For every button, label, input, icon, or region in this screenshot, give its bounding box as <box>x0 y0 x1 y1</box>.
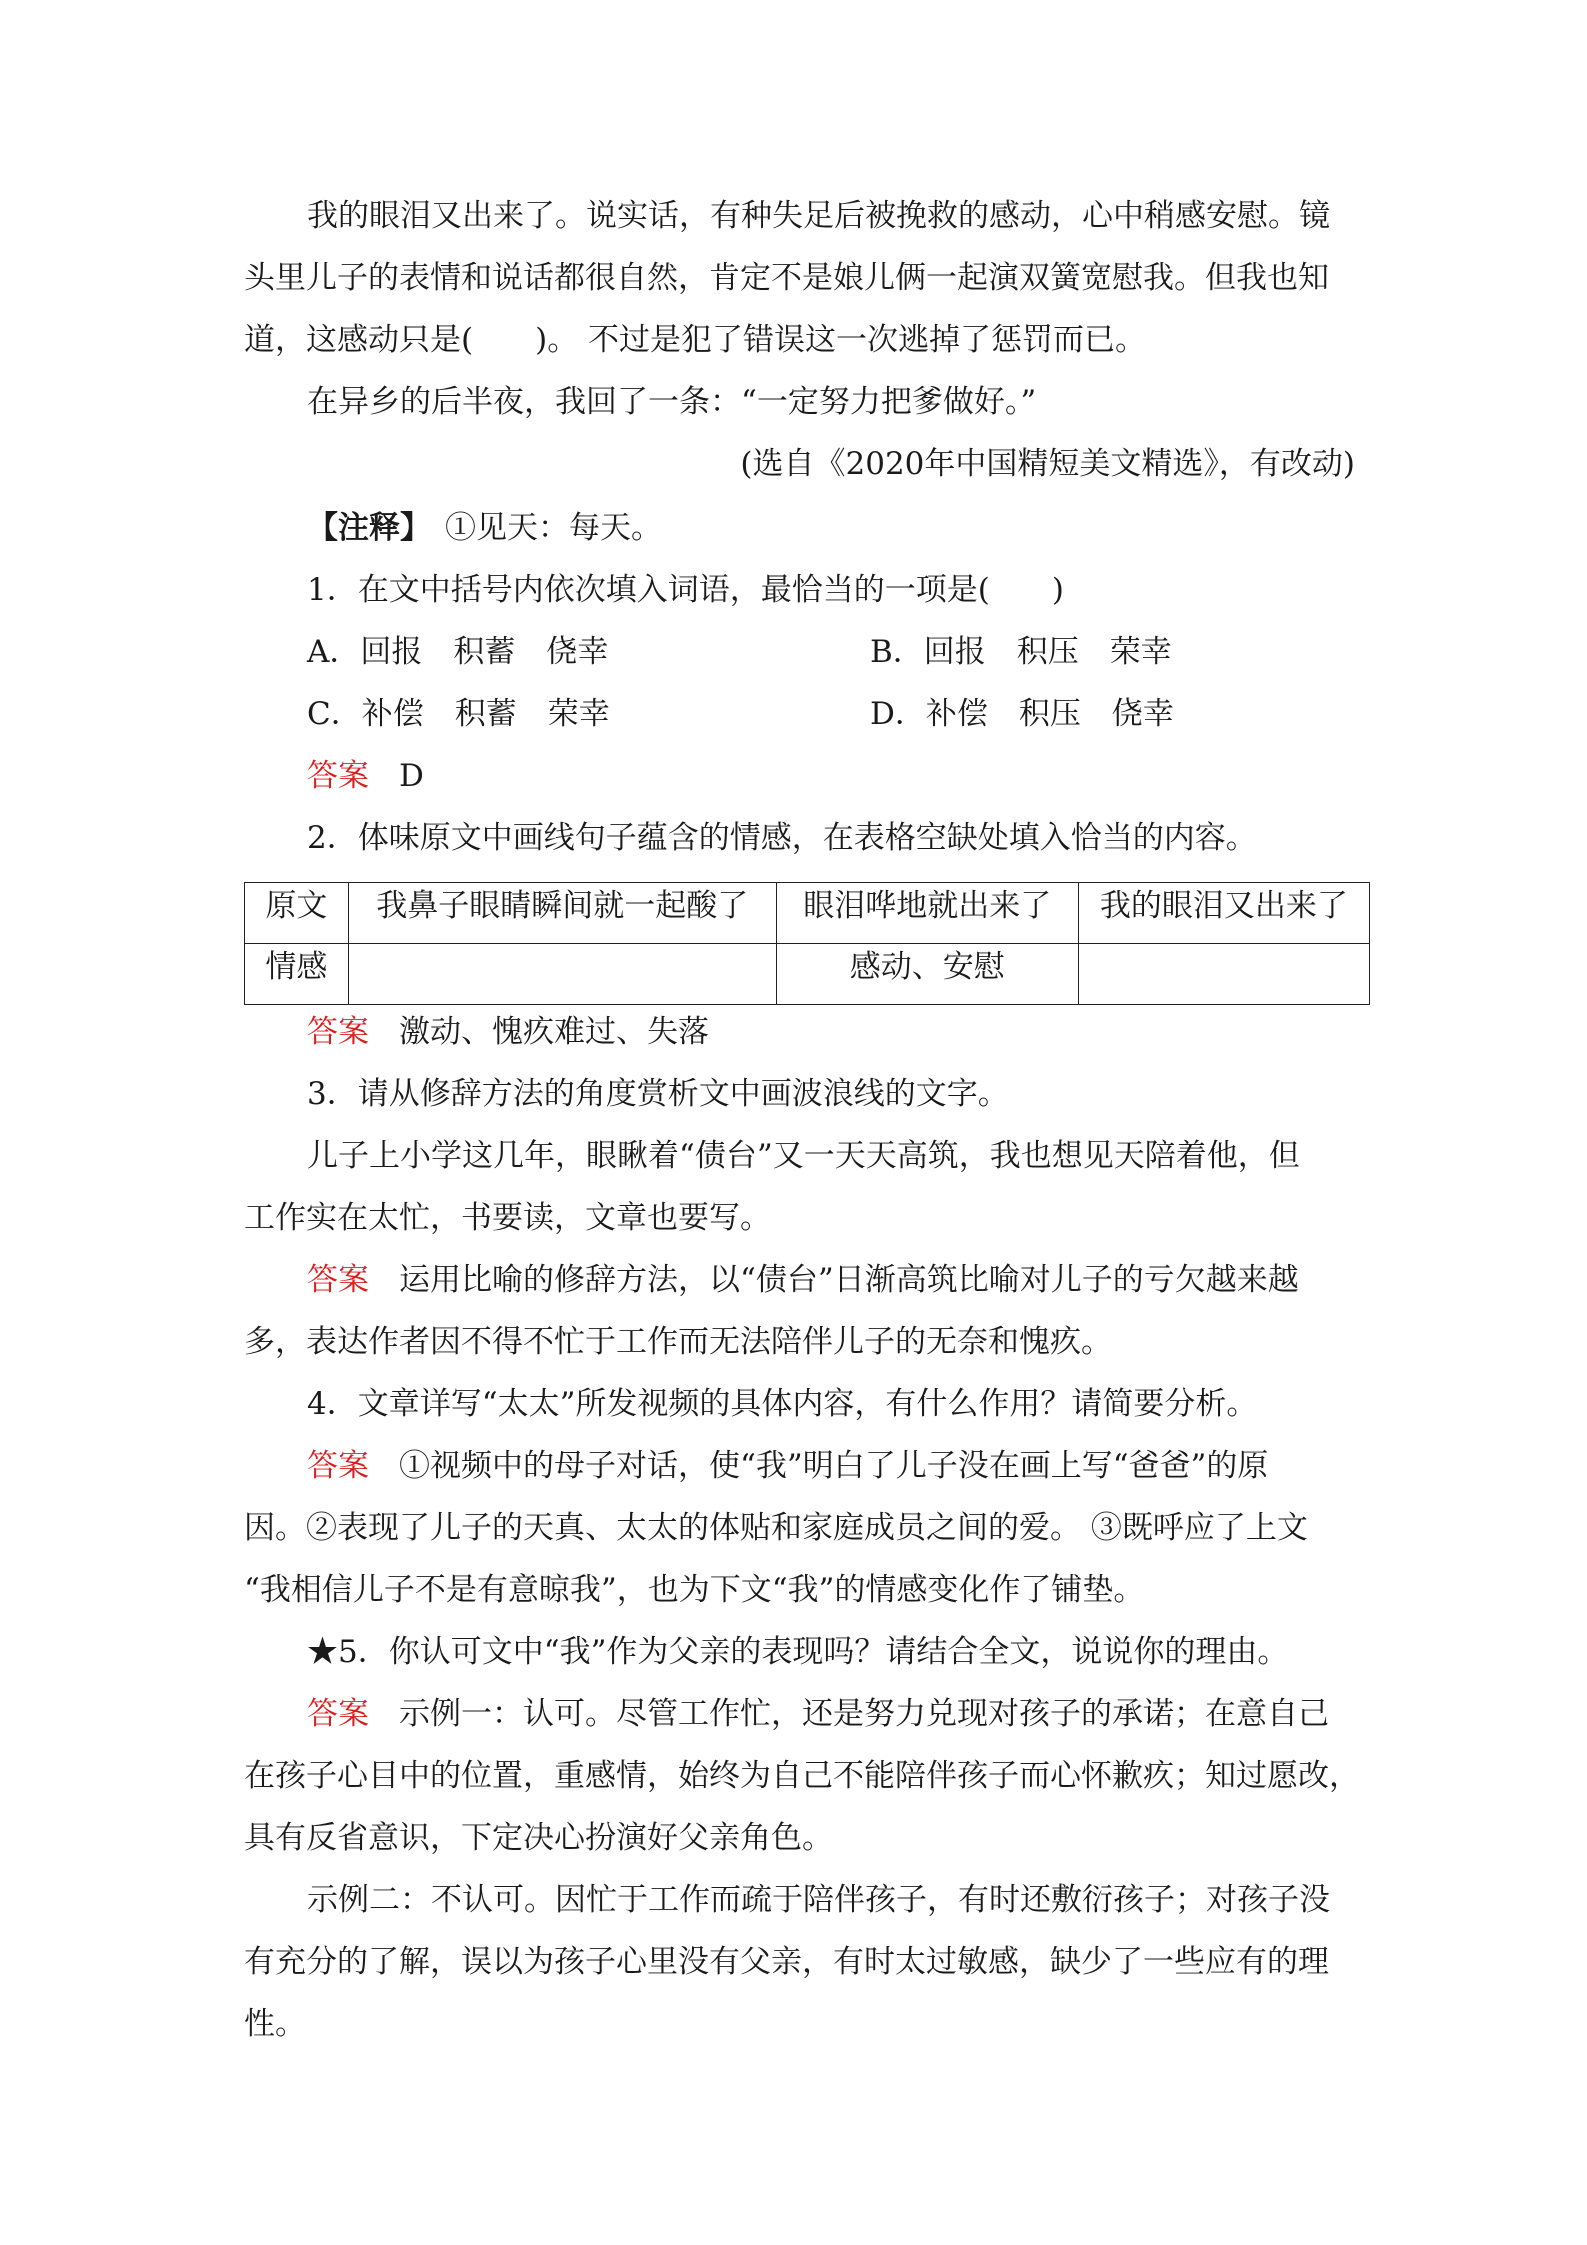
q2-answer: 答案 激动、愧疚难过、失落 <box>307 1014 709 1050</box>
answer-label: 答案 <box>307 1448 369 1484</box>
table-cell <box>1078 944 1369 1005</box>
emotion-table <box>244 882 1370 1005</box>
q5-answer-line: 有充分的了解，误以为孩子心里没有父亲，有时太过敏感，缺少了一些应有的理 <box>244 1944 1329 1980</box>
q1-option-a: A．回报 积蓄 侥幸 <box>307 634 609 670</box>
question-5-stem: ★5．你认可文中“我”作为父亲的表现吗？请结合全文，说说你的理由。 <box>307 1634 1289 1670</box>
story-line: 头里儿子的表情和说话都很自然，肯定不是娘儿俩一起演双簧宽慰我。但我也知 <box>244 260 1329 296</box>
table-cell: 情感 <box>245 944 349 1005</box>
q4-answer-line: 因。②表现了儿子的天真、太太的体贴和家庭成员之间的爱。 ③既呼应了上文 <box>244 1510 1308 1546</box>
story-line: 道，这感动只是( )。 不过是犯了错误这一次逃掉了惩罚而已。 <box>244 322 1147 358</box>
q1-answer: 答案 D <box>307 758 424 794</box>
q5-answer-line: 具有反省意识，下定决心扮演好父亲角色。 <box>244 1820 833 1856</box>
q1-option-d: D．补偿 积压 侥幸 <box>870 696 1174 732</box>
question-3-stem: 3．请从修辞方法的角度赏析文中画波浪线的文字。 <box>307 1076 1009 1112</box>
note-text: ①见天：每天。 <box>445 510 662 546</box>
question-4-stem: 4．文章详写“太太”所发视频的具体内容，有什么作用？请简要分析。 <box>307 1386 1258 1422</box>
table-cell <box>348 944 776 1005</box>
table-cell: 我的眼泪又出来了 <box>1078 883 1369 944</box>
table-row <box>245 883 1370 944</box>
q5-answer-line: 性。 <box>244 2006 306 2042</box>
answer-label: 答案 <box>307 1262 369 1298</box>
q3-answer-line: 多，表达作者因不得不忙于工作而无法陪伴儿子的无奈和愧疚。 <box>244 1324 1112 1360</box>
table-cell: 我鼻子眼睛瞬间就一起酸了 <box>348 883 776 944</box>
table-cell: 感动、安慰 <box>776 944 1078 1005</box>
note-label: 【注释】 <box>307 510 431 546</box>
story-source: (选自《2020年中国精短美文精选》，有改动) <box>740 446 1355 482</box>
answer-label: 答案 <box>307 1696 369 1732</box>
q5-answer-line: 在孩子心目中的位置，重感情，始终为自己不能陪伴孩子而心怀歉疚；知过愿改， <box>244 1758 1360 1794</box>
q5-answer-line: 示例二：不认可。因忙于工作而疏于陪伴孩子，有时还敷衍孩子；对孩子没 <box>307 1882 1330 1918</box>
q3-quote-line: 工作实在太忙，书要读，文章也要写。 <box>244 1200 771 1236</box>
table-cell: 原文 <box>245 883 349 944</box>
q4-answer: 答案 ①视频中的母子对话，使“我”明白了儿子没在画上写“爸爸”的原 <box>307 1448 1269 1484</box>
q1-option-c: C．补偿 积蓄 荣幸 <box>307 696 610 732</box>
table-row <box>245 944 1370 1005</box>
note-line <box>307 508 662 548</box>
answer-label: 答案 <box>307 1014 369 1050</box>
q3-answer: 答案 运用比喻的修辞方法，以“债台”日渐高筑比喻对儿子的亏欠越来越 <box>307 1262 1299 1298</box>
question-1-stem: 1．在文中括号内依次填入词语，最恰当的一项是( ) <box>307 572 1064 608</box>
q1-option-b: B．回报 积压 荣幸 <box>870 634 1172 670</box>
answer-label: 答案 <box>307 758 369 794</box>
table-cell: 眼泪哗地就出来了 <box>776 883 1078 944</box>
q5-answer: 答案 示例一：认可。尽管工作忙，还是努力兑现对孩子的承诺；在意自己 <box>307 1696 1329 1732</box>
question-2-stem: 2．体味原文中画线句子蕴含的情感，在表格空缺处填入恰当的内容。 <box>307 820 1257 856</box>
q3-quote-line: 儿子上小学这几年，眼瞅着“债台”又一天天高筑，我也想见天陪着他，但 <box>307 1138 1300 1174</box>
story-line: 在异乡的后半夜，我回了一条：“一定努力把爹做好。” <box>307 384 1037 420</box>
story-line: 我的眼泪又出来了。说实话，有种失足后被挽救的感动，心中稍感安慰。镜 <box>307 198 1330 234</box>
q4-answer-line: “我相信儿子不是有意晾我”，也为下文“我”的情感变化作了铺垫。 <box>244 1572 1145 1608</box>
